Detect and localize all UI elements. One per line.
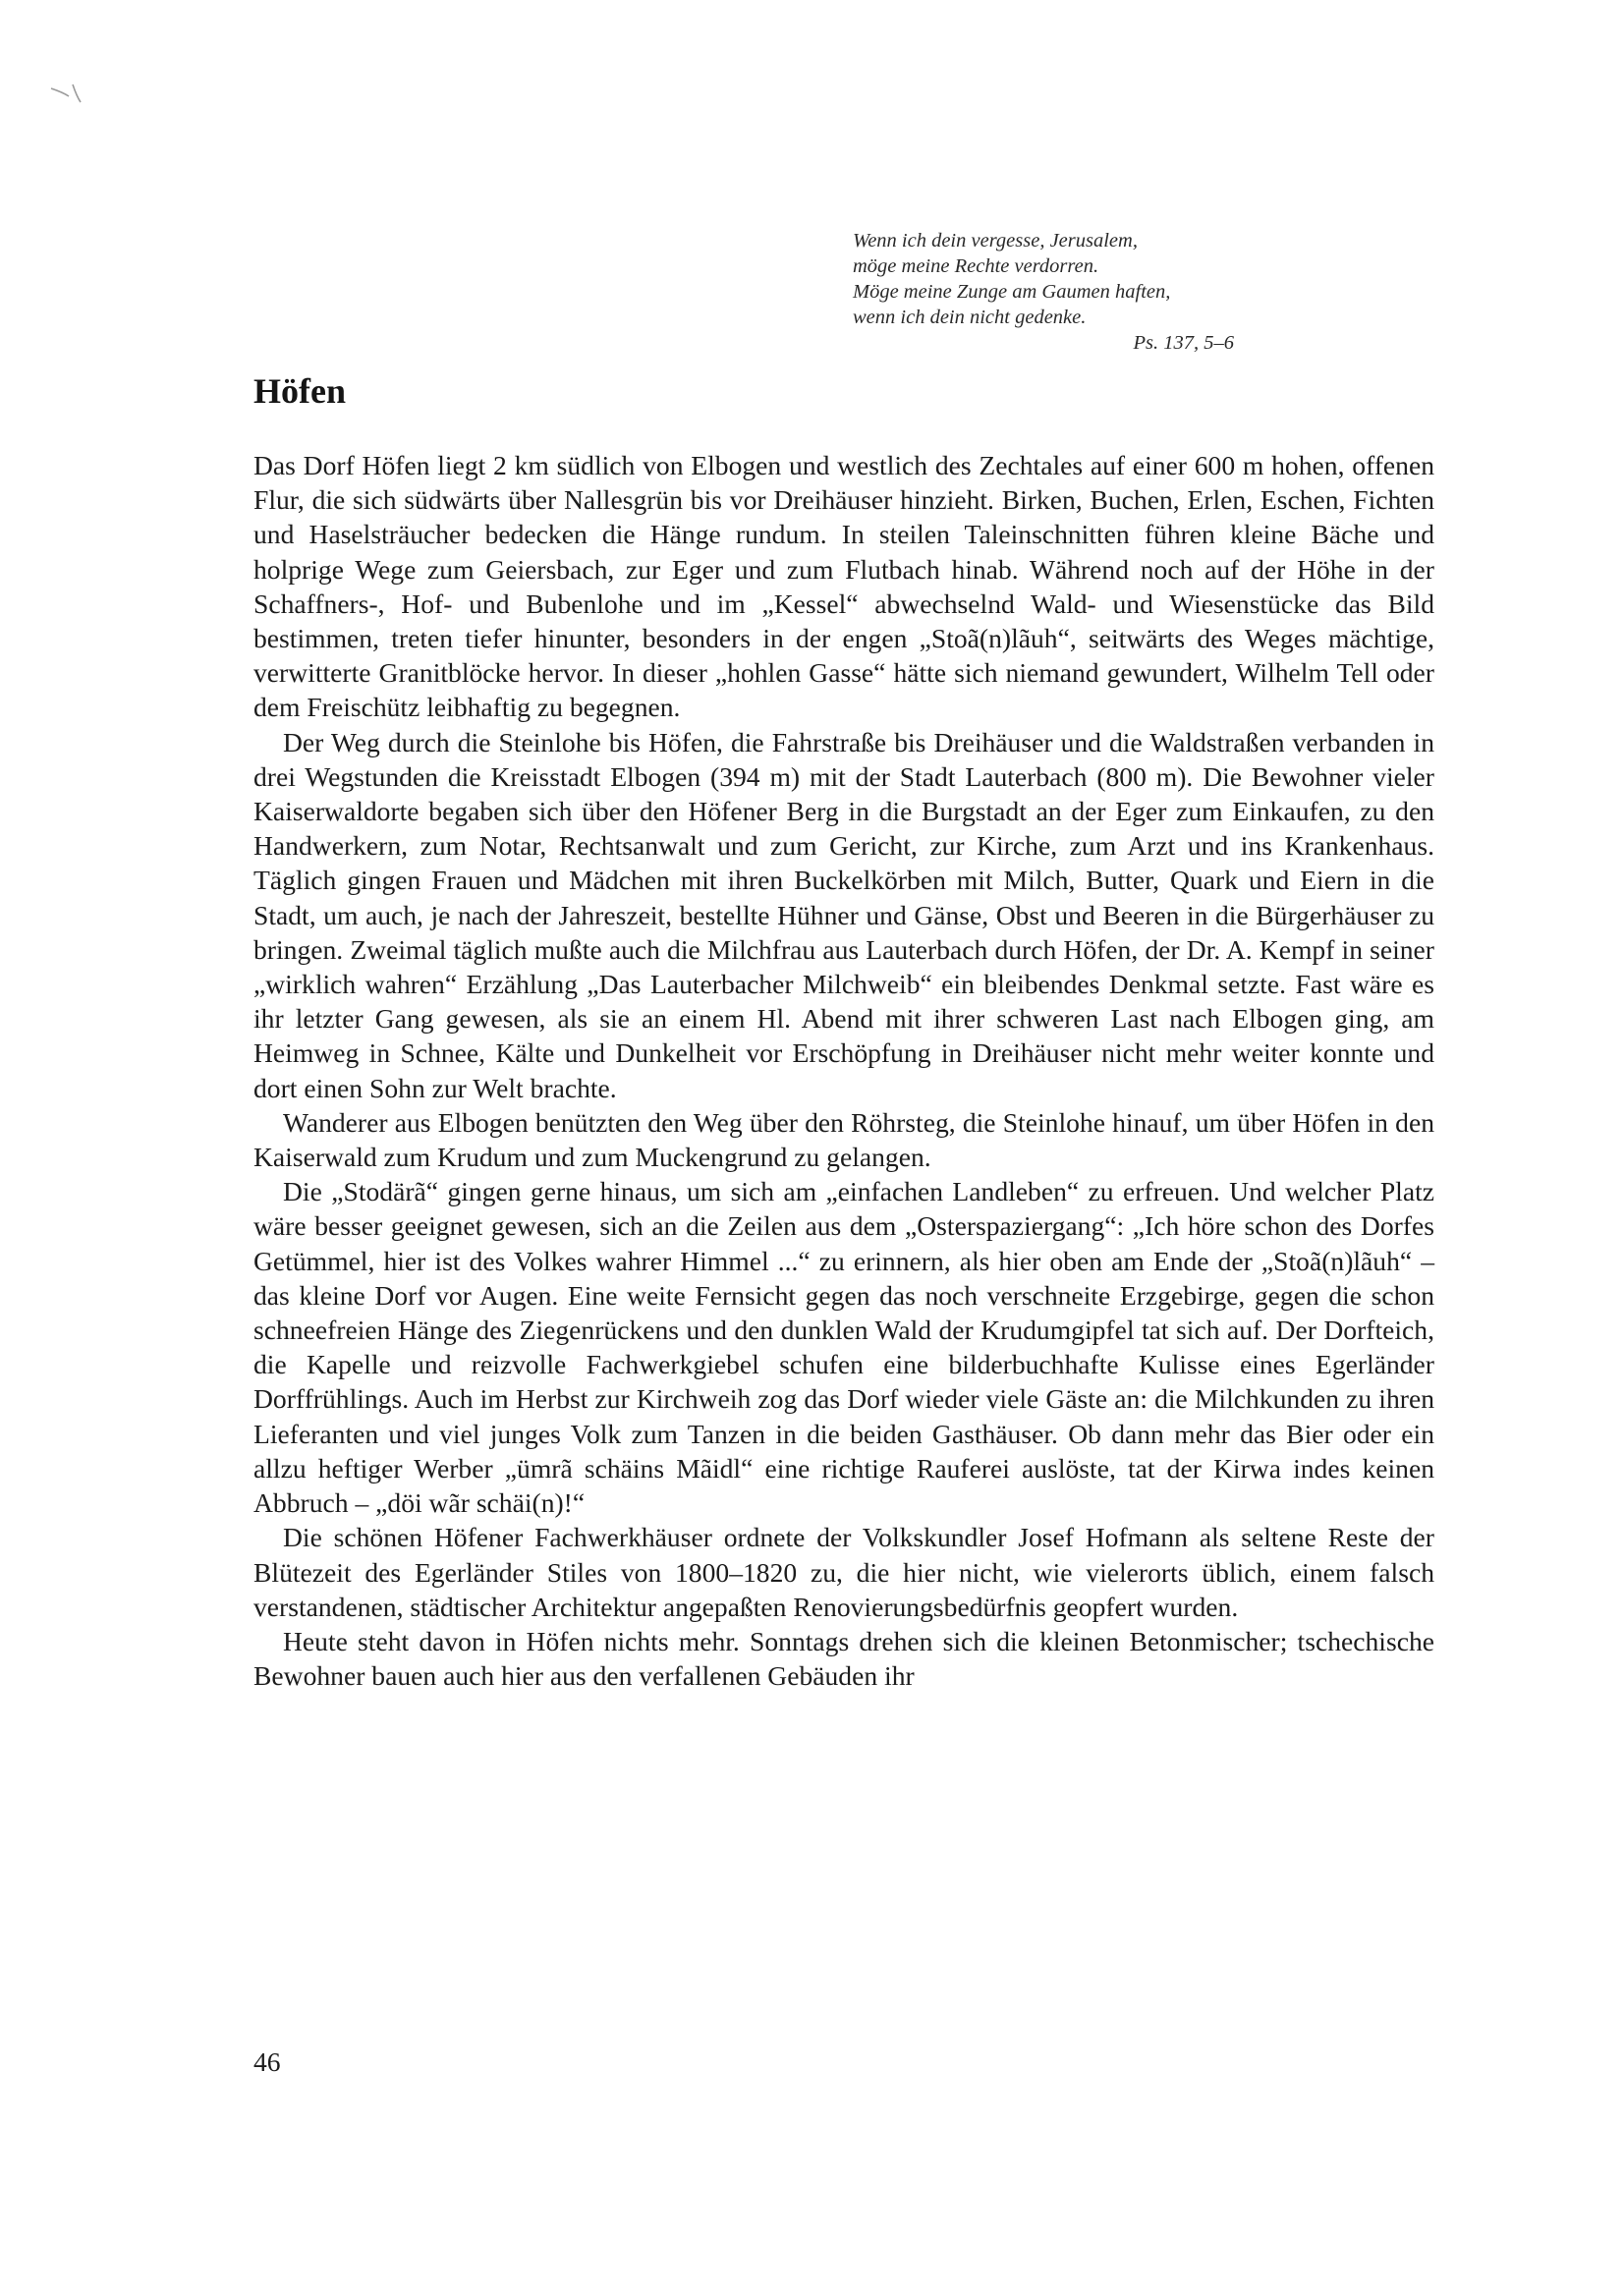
paragraph: Der Weg durch die Steinlohe bis Höfen, die Fahrstraße bis Dreihäuser und die Waldstraßen verbanden in drei Wegstunden die Kreisstadt Elbogen (394 m) mit der Stadt Lauterbach (800 m). Die Bewohner vieler Kaiserwaldorte begaben sich über den Höfener Berg in die Burgstadt an der Eger zum Einkaufen, zu den Handwerkern, zum Notar, Rechtsanwalt und zum Gericht, zur Kirche, zum Arzt und ins Krankenhaus. Täglich gingen Frauen und Mädchen mit ihren Buckelkörben mit Milch, Butter, Quark und Eiern in die Stadt, um auch, je nach der Jahreszeit, bestellte Hühner und Gänse, Obst und Beeren in die Bürgerhäuser zu bringen. Zweimal täglich mußte auch die Milchfrau aus Lauterbach durch Höfen, der Dr. A. Kempf in seiner „wirklich wahren“ Erzählung „Das Lauterbacher Milchweib“ ein bleibendes Denkmal setzte. Fast wäre es ihr letzter Gang gewesen, als sie an einem Hl. Abend mit ihrer schweren Last nach Elbogen ging, am Heimweg in Schnee, Kälte und Dunkelheit vor Erschöpfung in Dreihäuser nicht mehr weiter konnte und dort einen Sohn zur Welt brachte. (253, 726, 1434, 1103)
epigraph-line: wenn ich dein nicht gedenke. (853, 307, 1087, 328)
epigraph (853, 228, 1285, 356)
paragraph: Die schönen Höfener Fachwerkhäuser ordnete der Volkskundler Josef Hofmann als seltene Reste der Blütezeit des Egerländer Stiles von 1800–1820 zu, die hier nicht, wie vielerorts üblich, einem falsch verstandenen, städtischer Architektur angepaßten Renovierungsbedürfnis geopfert wurden. (253, 1522, 1434, 1622)
page-number: 46 (253, 2046, 281, 2077)
paragraph: Das Dorf Höfen liegt 2 km südlich von Elbogen und westlich des Zechtales auf einer 600 m hohen, offenen Flur, die sich südwärts über Nallesgrün bis vor Dreihäuser hinzieht. Birken, Buchen, Erlen, Eschen, Fichten und Haselsträucher bedecken die Hänge rundum. In steilen Taleinschnitten führen kleine Bäche und holprige Wege zum Geiersbach, zur Eger und zum Flutbach hinab. Während noch auf der Höhe in der Schaffners-, Hof- und Bubenlohe und im „Kessel“ abwechselnd Wald- und Wiesenstücke das Bild bestimmen, treten tiefer hinunter, besonders in der engen „Stoã(n)lãuh“, seitwärts des Weges mächtige, verwitterte Granitblöcke hervor. In dieser „hohlen Gasse“ hätte sich niemand gewundert, Wilhelm Tell oder dem Freischütz leibhaftig zu begegnen. (253, 450, 1434, 723)
epigraph-line: Wenn ich dein vergesse, Jerusalem, (853, 230, 1138, 252)
body-text (253, 448, 1434, 1693)
epigraph-line: Möge meine Zunge am Gaumen haften, (853, 281, 1171, 303)
chapter-title: Höfen (253, 371, 346, 411)
epigraph-reference: Ps. 137, 5–6 (1133, 332, 1234, 354)
epigraph-line: möge meine Rechte verdorren. (853, 255, 1099, 277)
paragraph: Wanderer aus Elbogen benützten den Weg über den Röhrsteg, die Steinlohe hinauf, um über Höfen in den Kaiserwald zum Krudum und zum Muckengrund zu gelangen. (253, 1106, 1434, 1173)
paragraph: Die „Stodärã“ gingen gerne hinaus, um sich am „einfachen Landleben“ zu erfreuen. Und welcher Platz wäre besser geeignet gewesen, sich an die Zeilen aus dem „Osterspaziergang“: „Ich höre schon des Dorfes Getümmel, hier ist des Volkes wahrer Himmel ...“ zu erinnern, als hier oben am Ende der „Stoã(n)lãuh“ – das kleine Dorf vor Augen. Eine weite Fernsicht gegen das noch verschneite Erzgebirge, gegen die schon schneefreien Hänge des Ziegenrückens und den dunklen Wald der Krudumgipfel tat sich auf. Der Dorfteich, die Kapelle und reizvolle Fachwerkgiebel schufen eine bilderbuchhafte Kulisse eines Egerländer Dorffrühlings. Auch im Herbst zur Kirchweih zog das Dorf wieder viele Gäste an: die Milchkunden zu ihren Lieferanten und viel junges Volk zum Tanzen in die beiden Gasthäuser. Ob dann mehr das Bier oder ein allzu heftiger Werber „ümrã schäins Mãidl“ eine richtige Rauferei auslöste, tat der Kirwa indes keinen Abbruch – „döi wãr schäi(n)!“ (253, 1176, 1434, 1519)
scan-mark (47, 81, 86, 108)
paragraph: Heute steht davon in Höfen nichts mehr. Sonntags drehen sich die kleinen Betonmischer; tschechische Bewohner bauen auch hier aus den verfallenen Gebäuden ihr (253, 1625, 1434, 1692)
